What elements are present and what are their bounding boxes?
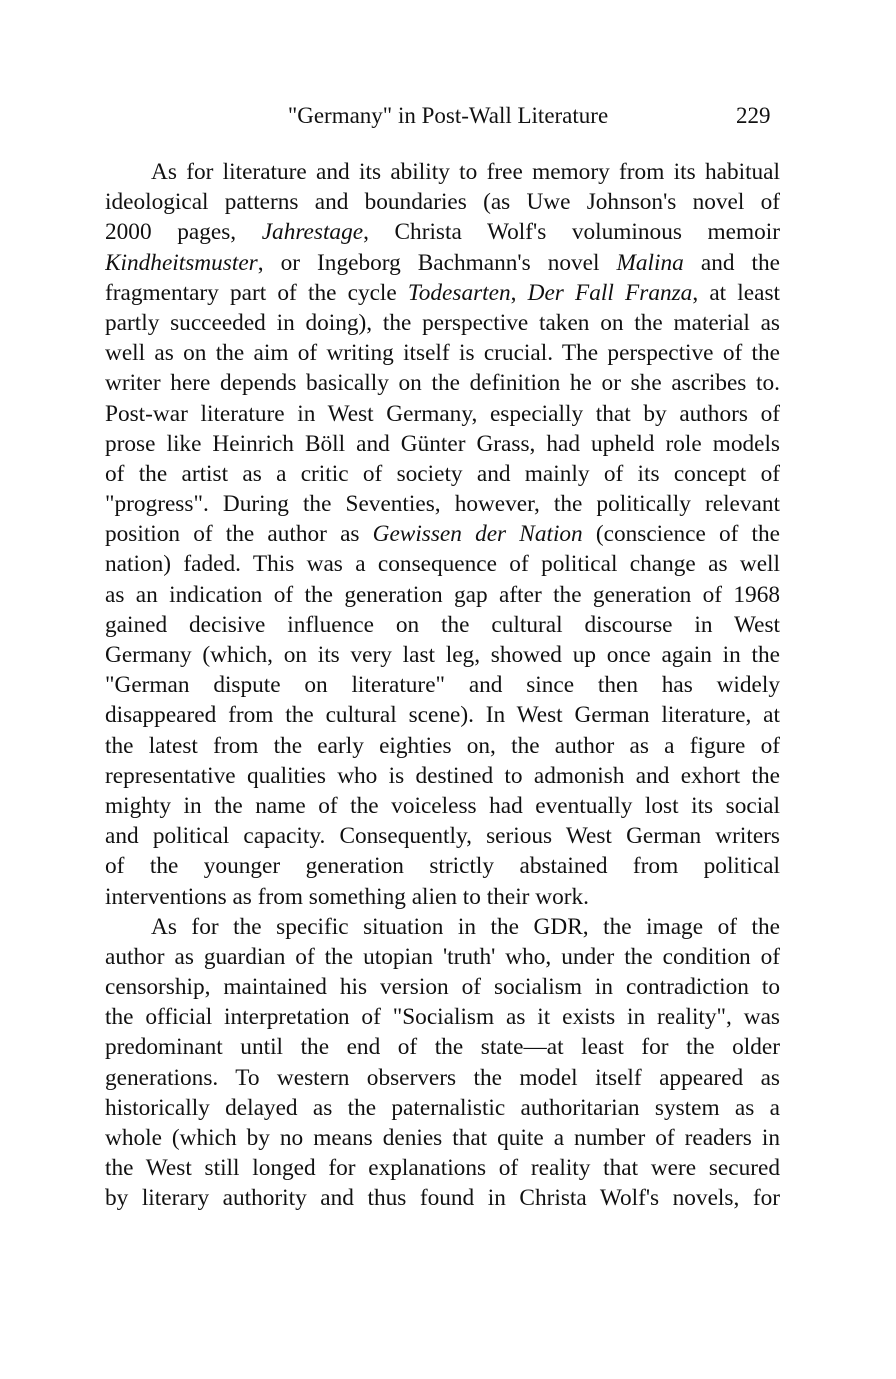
text-line: [105, 731, 780, 761]
text-segment: As for the specific situation in the GDR, the image of the: [151, 913, 780, 940]
italic-title: Kindheitsmuster: [105, 249, 258, 276]
text-segment: the official interpretation of "Socialism as it exists in reality", was: [105, 1004, 780, 1031]
text-line: [105, 1123, 780, 1153]
text-segment: historically delayed as the paternalistic authoritarian system as a: [105, 1094, 780, 1121]
text-line: [105, 912, 780, 942]
text-line: [105, 549, 780, 579]
text-line: [105, 580, 780, 610]
text-line: [105, 429, 780, 459]
text-line: [105, 700, 780, 730]
text-segment: and political capacity. Consequently, serious West German writers: [105, 823, 780, 850]
text-line: [105, 187, 780, 217]
text-segment: Post-war literature in West Germany, especially that by authors of: [105, 400, 780, 427]
text-segment: Germany (which, on its very last leg, showed up once again in the: [105, 642, 780, 668]
text-segment: generations. To western observers the model itself appeared as: [105, 1064, 780, 1091]
text-line: [105, 972, 780, 1002]
text-line: [105, 308, 780, 338]
text-line: [105, 519, 780, 549]
text-segment: gained decisive influence on the cultural discourse in West: [105, 611, 780, 638]
text-line: [105, 1093, 780, 1123]
text-segment: and the: [683, 249, 780, 276]
text-segment: 2000 pages,: [105, 219, 262, 246]
text-segment: , at least: [692, 279, 780, 306]
text-segment: author as guardian of the utopian 'truth' who, under the condition of: [105, 943, 780, 970]
text-segment: censorship, maintained his version of socialism in contradiction to: [105, 974, 780, 1001]
text-line: [105, 489, 780, 519]
text-segment: nation) faded. This was a consequence of political change as well: [105, 551, 780, 578]
text-line: [105, 1183, 780, 1213]
text-line: [105, 278, 780, 308]
text-segment: representative qualities who is destined to admonish and exhort the: [105, 762, 780, 789]
text-line: [105, 942, 780, 972]
text-line: [105, 640, 780, 670]
text-line: [105, 1063, 780, 1093]
text-segment: position of the author as: [105, 521, 373, 548]
text-segment: As for literature and its ability to free memory from its habitual: [151, 159, 780, 185]
text-segment: whole (which by no means denies that quite a number of readers in: [105, 1125, 780, 1151]
text-segment: by literary authority and thus found in Christa Wolf's novels, for: [105, 1185, 780, 1212]
text-line: [105, 882, 780, 912]
text-segment: ,: [510, 279, 528, 306]
text-line: [105, 1032, 780, 1062]
italic-title: Todesarten: [407, 279, 511, 306]
text-line: [105, 1153, 780, 1183]
text-line: [105, 399, 780, 429]
text-segment: "German dispute on literature" and since then has widely: [105, 672, 780, 699]
italic-title: Jahrestage: [261, 219, 364, 246]
text-line: [105, 459, 780, 489]
text-segment: of the younger generation strictly abstained from political: [105, 853, 780, 880]
text-segment: (conscience of the: [582, 521, 780, 548]
text-line: [105, 157, 780, 187]
text-segment: the latest from the early eighties on, the author as a figure of: [105, 732, 780, 759]
text-line: [105, 217, 780, 247]
text-line: [105, 610, 780, 640]
text-segment: , Christa Wolf's voluminous memoir: [363, 219, 780, 246]
text-segment: ideological patterns and boundaries (as Uwe Johnson's novel of: [105, 189, 780, 216]
text-segment: predominant until the end of the state—at least for the older: [105, 1034, 780, 1061]
text-line: [105, 851, 780, 881]
text-segment: well as on the aim of writing itself is crucial. The perspective of the: [105, 340, 780, 367]
text-segment: mighty in the name of the voiceless had eventually lost its social: [105, 792, 780, 819]
text-line: [105, 761, 780, 791]
body-text: [105, 157, 780, 1214]
text-segment: the West still longed for explanations of reality that were secured: [105, 1155, 780, 1182]
italic-title: Malina: [616, 249, 684, 276]
text-segment: , or Ingeborg Bachmann's novel: [257, 249, 617, 276]
text-segment: fragmentary part of the cycle: [105, 279, 408, 306]
text-segment: prose like Heinrich Böll and Günter Grass, had upheld role models: [105, 430, 780, 457]
italic-title: Gewissen der Nation: [372, 521, 583, 548]
text-line: [105, 368, 780, 398]
text-segment: of the artist as a critic of society and mainly of its concept of: [105, 460, 780, 487]
text-line: [105, 1002, 780, 1032]
text-line: [105, 821, 780, 851]
page-number: 229: [736, 103, 771, 128]
text-segment: "progress". During the Seventies, however, the politically relevant: [105, 491, 780, 518]
text-segment: partly succeeded in doing), the perspective taken on the material as: [105, 309, 780, 336]
text-segment: disappeared from the cultural scene). In West German literature, at: [105, 702, 780, 729]
text-segment: as an indication of the generation gap after the generation of 1968: [105, 581, 780, 608]
text-line: [105, 338, 780, 368]
text-line: [105, 670, 780, 700]
text-segment: interventions as from something alien to their work.: [105, 883, 589, 910]
text-line: [105, 791, 780, 821]
italic-title: Der Fall Franza: [527, 279, 693, 306]
text-segment: writer here depends basically on the definition he or she ascribes to.: [105, 370, 780, 397]
running-header-title: "Germany" in Post-Wall Literature: [287, 103, 609, 128]
text-line: [105, 248, 780, 278]
